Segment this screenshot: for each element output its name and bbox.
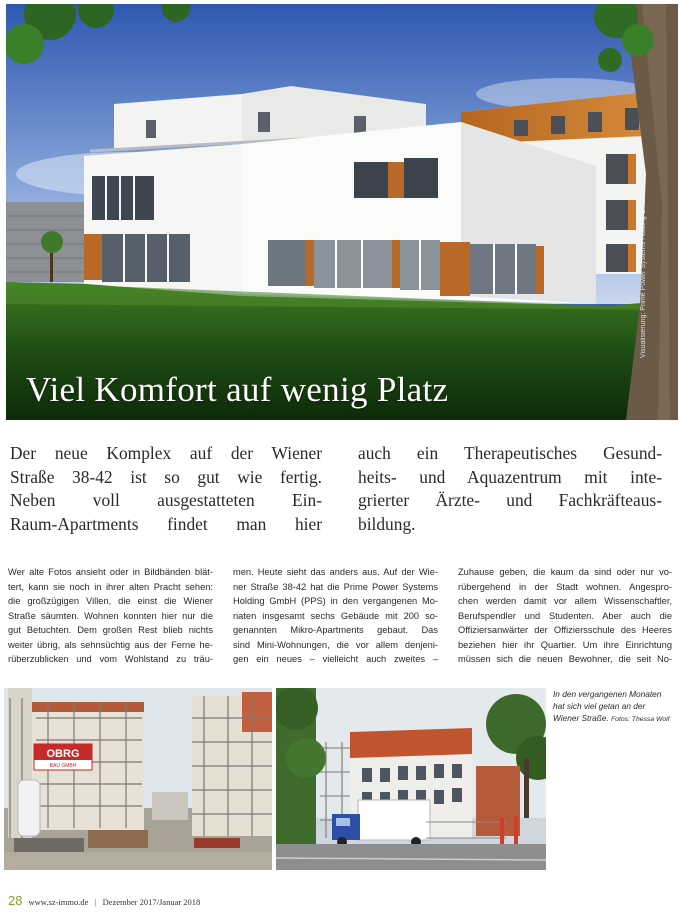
body-column-1 xyxy=(8,565,213,667)
body-line: chen werden damit vor allem Wissenschaftler, xyxy=(458,596,672,606)
lead-line: Raum-Apartments findet man hier xyxy=(10,513,322,534)
body-line: Berufspendler und Studenten. Aber auch die xyxy=(458,610,672,621)
hero-image xyxy=(6,4,678,420)
body-line: men. Heute sieht das anders aus. Auf der Wie- xyxy=(233,567,438,577)
body-line: tert, kann sie noch in ihrer alten Pracht sehen: xyxy=(8,581,213,592)
construction-site-scaffolding xyxy=(4,688,272,870)
sign-subtext: BAU GMBH xyxy=(49,763,77,769)
article-title: Viel Komfort auf wenig Platz xyxy=(26,370,449,409)
body-line: rüberzublicken und vom Wohlstand zu träu- xyxy=(8,654,213,664)
building-rendering xyxy=(6,4,678,420)
construction-photo-2 xyxy=(276,688,546,870)
body-line: Zuhause geben, die kaum da sind oder nur vo- xyxy=(458,567,672,577)
body-line: rübergehend in der Stadt wohnen. Angespro- xyxy=(458,581,672,592)
sign-text: OBRG xyxy=(46,748,80,760)
lead-line: heits- und Aquazentrum mit inte- xyxy=(358,466,662,487)
lead-line: Neben voll ausgestatteten Ein- xyxy=(10,490,322,510)
body-line: Holding GmbH (PPS) in den vergangenen Mo- xyxy=(233,596,438,606)
photo-credit: Fotos: Thessa Wolf xyxy=(611,716,670,723)
body-line: gen ein neues – vielleicht auch zweites – xyxy=(233,654,438,664)
body-line: die großzügigen Villen, die einst die Wiener xyxy=(8,596,213,606)
image-credit: Visualisierung: Prime Power Systems Holding GmbH xyxy=(640,194,647,359)
body-line: müssen sich die neuen Bewohner, die seit No- xyxy=(458,654,672,664)
body-line: sind Mini-Wohnungen, die vor allem denjeni- xyxy=(233,639,438,650)
page-number: 28 xyxy=(8,893,23,908)
lead-line: Der neue Komplex auf der Wiener xyxy=(10,443,322,463)
website-url[interactable]: www.sz-immo.de xyxy=(28,897,89,907)
body-line: weiter übrig, als sehnsüchtig aus der Ferne he- xyxy=(8,639,213,650)
body-line: ner Straße 38-42 hat die Prime Power Systems xyxy=(233,581,438,592)
body-line: genannten Mikro-Apartments gebaut. Das xyxy=(233,625,438,635)
body-line: naten insgesamt sechs Gebäude mit 200 so- xyxy=(233,610,438,621)
lead-line: auch ein Therapeutisches Gesund- xyxy=(358,443,662,463)
caption-text: In den vergangenen Monaten hat sich viel getan an der Wiener Straße. xyxy=(553,689,662,723)
lead-line: bildung. xyxy=(358,513,416,534)
new-building-with-truck xyxy=(276,688,546,870)
body-line: Offiziersanwärter der Offiziersschule des Heeres xyxy=(458,625,672,635)
body-line: Straße säumten. Wohnen konnten hier nur die xyxy=(8,610,213,621)
lead-paragraph-right xyxy=(358,442,662,536)
body-column-3 xyxy=(458,565,672,667)
body-line: beziehen hier ihr Quartier. Um ihre Einrichtung xyxy=(458,639,672,650)
lead-line: grierter Ärzte- und Fachkräfteaus- xyxy=(358,490,662,510)
issue-date: Dezember 2017/Januar 2018 xyxy=(102,897,201,907)
footer-separator: | xyxy=(94,897,97,907)
construction-photo-1 xyxy=(4,688,272,870)
lead-line: Straße 38-42 ist so gut wie fertig. xyxy=(10,466,322,487)
lead-paragraph-left xyxy=(10,442,322,536)
body-line: gut Betuchten. Dem großen Rest blieb nichts xyxy=(8,625,213,635)
body-column-2 xyxy=(233,565,438,667)
photo-caption xyxy=(553,688,671,726)
body-line: Wer alte Fotos ansieht oder in Bildbänden blät- xyxy=(8,567,213,577)
page-footer xyxy=(8,893,200,908)
